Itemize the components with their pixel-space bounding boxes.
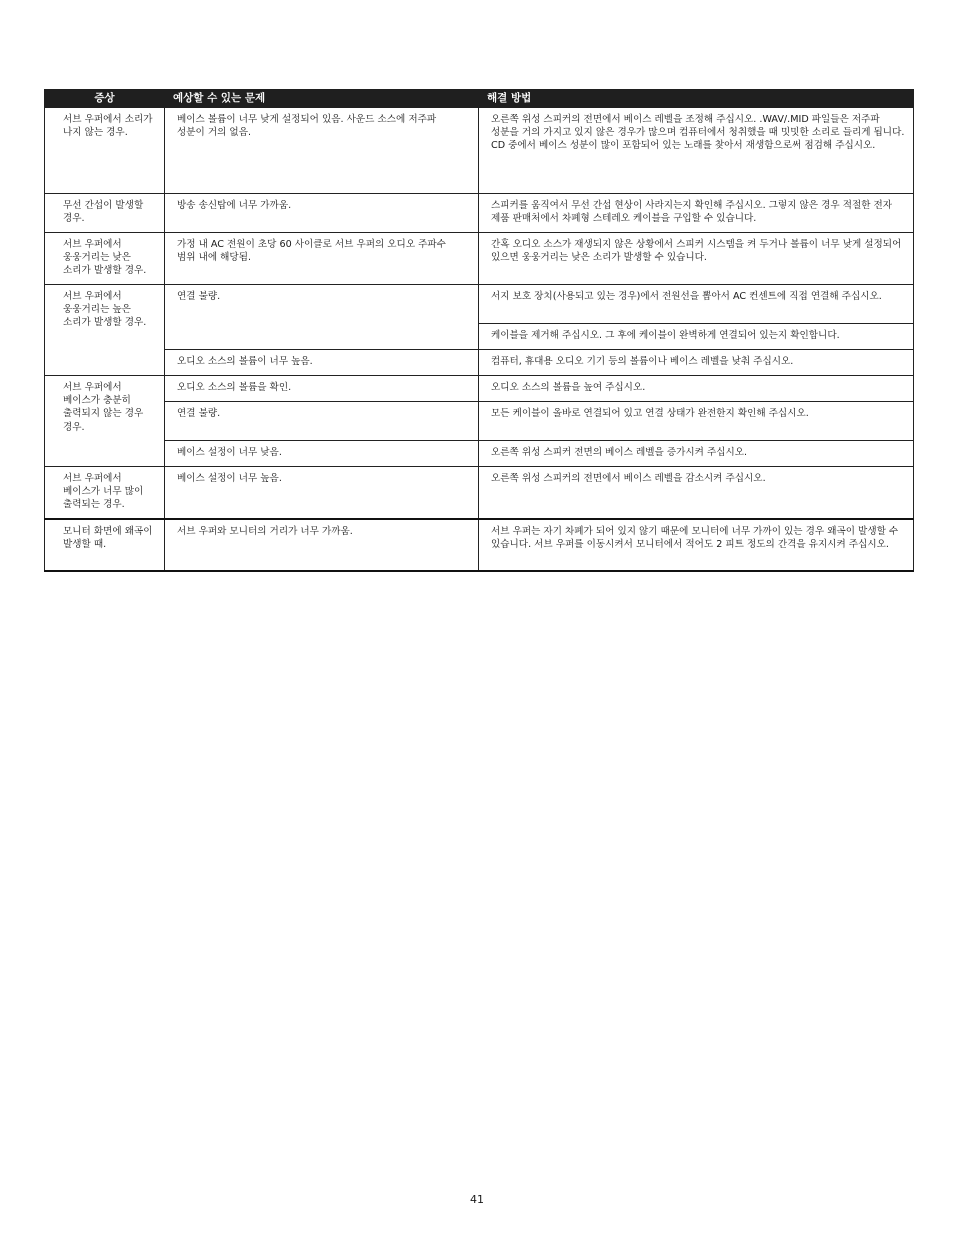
solution-cell: 스피커를 움직여서 무선 간섭 현상이 사라지는지 확인해 주십시오. 그렇지 않은 경우 적절한 전자 제품 판매처에서 차폐형 스테레오 케이블을 구입할 수 있습니다. (479, 194, 914, 233)
solution-cell: 간혹 오디오 소스가 재생되지 않은 상황에서 스피커 시스템을 켜 두거나 볼륨이 너무 낮게 설정되어 있으면 웅웅거리는 낮은 소리가 발생할 수 있습니다. (479, 233, 914, 285)
problem-cell: 오디오 소스의 볼륨이 너무 높음. (165, 350, 479, 376)
solution-cell: 서지 보호 장치(사용되고 있는 경우)에서 전원선을 뽑아서 AC 컨센트에 직접 연결해 주십시오. (479, 285, 914, 324)
symptom-cell: 서브 우퍼에서 웅웅거리는 높은 소리가 발생할 경우. (45, 285, 165, 376)
solution-cell: 오디오 소스의 볼륨을 높여 주십시오. (479, 376, 914, 402)
table-row (45, 441, 914, 467)
solution-cell: 오른쪽 위성 스피커 전면의 베이스 레벨을 증가시켜 주십시오. (479, 441, 914, 467)
symptom-cell: 무선 간섭이 발생할 경우. (45, 194, 165, 233)
symptom-cell: 서브 우퍼에서 베이스가 너무 많이 출력되는 경우. (45, 467, 165, 519)
problem-cell: 가정 내 AC 전원이 초당 60 사이클로 서브 우퍼의 오디오 주파수 범위 내에 해당됨. (165, 233, 479, 285)
header-symptom: 증상 (45, 90, 165, 108)
solution-cell: 모든 케이블이 올바로 연결되어 있고 연결 상태가 완전한지 확인해 주십시오. (479, 402, 914, 441)
solution-cell: 서브 우퍼는 자기 차폐가 되어 있지 않기 때문에 모니터에 너무 가까이 있는 경우 왜곡이 발생할 수 있습니다. 서브 우퍼를 이동시켜서 모니터에서 적어도 2 피트 정도의 간격을 유지시켜 주십시오. (479, 519, 914, 571)
problem-cell: 베이스 설정이 너무 높음. (165, 467, 479, 519)
problem-cell: 서브 우퍼와 모니터의 거리가 너무 가까움. (165, 519, 479, 571)
header-problem: 예상할 수 있는 문제 (165, 90, 479, 108)
solution-cell: 컴퓨터, 휴대용 오디오 기기 등의 볼륨이나 베이스 레벨을 낮춰 주십시오. (479, 350, 914, 376)
table-header-row (45, 90, 914, 108)
solution-cell: 오른쪽 위성 스피커의 전면에서 베이스 레벨을 감소시켜 주십시오. (479, 467, 914, 519)
symptom-cell: 서브 우퍼에서 소리가 나지 않는 경우. (45, 108, 165, 194)
problem-cell: 방송 송신탑에 너무 가까움. (165, 194, 479, 233)
table-row (45, 285, 914, 324)
table-row (45, 233, 914, 285)
problem-cell: 오디오 소스의 볼륨을 확인. (165, 376, 479, 402)
symptom-cell: 모니터 화면에 왜곡이 발생할 때. (45, 519, 165, 571)
table-row (45, 194, 914, 233)
header-solution: 해결 방법 (479, 90, 914, 108)
table-row (45, 402, 914, 441)
problem-cell: 베이스 볼륨이 너무 낮게 설정되어 있음. 사운드 소스에 저주파 성분이 거의 없음. (165, 108, 479, 194)
table-row (45, 350, 914, 376)
table-row (45, 108, 914, 194)
symptom-cell: 서브 우퍼에서 베이스가 충분히 출력되지 않는 경우 경우. (45, 376, 165, 467)
troubleshooting-table (44, 89, 914, 572)
problem-cell: 베이스 설정이 너무 낮음. (165, 441, 479, 467)
page-number: 41 (470, 1193, 484, 1206)
symptom-cell: 서브 우퍼에서 웅웅거리는 낮은 소리가 발생할 경우. (45, 233, 165, 285)
table-row (45, 376, 914, 402)
solution-cell: 오른쪽 위성 스피커의 전면에서 베이스 레벨을 조정해 주십시오. .WAV/.MID 파일들은 저주파 성분을 거의 가지고 있지 않은 경우가 많으며 컴퓨터에서 청취했을 때 밋밋한 소리로 들리게 됩니다. CD 중에서 베이스 성분이 많이 포함되어 있는 노래를 찾아서 재생함으로써 점검해 주십시오. (479, 108, 914, 194)
problem-cell: 연결 불량. (165, 402, 479, 441)
table-row (45, 467, 914, 519)
solution-cell: 케이블을 제거해 주십시오. 그 후에 케이블이 완벽하게 연결되어 있는지 확인합니다. (479, 324, 914, 350)
table-row (45, 519, 914, 571)
problem-cell: 연결 불량. (165, 285, 479, 350)
